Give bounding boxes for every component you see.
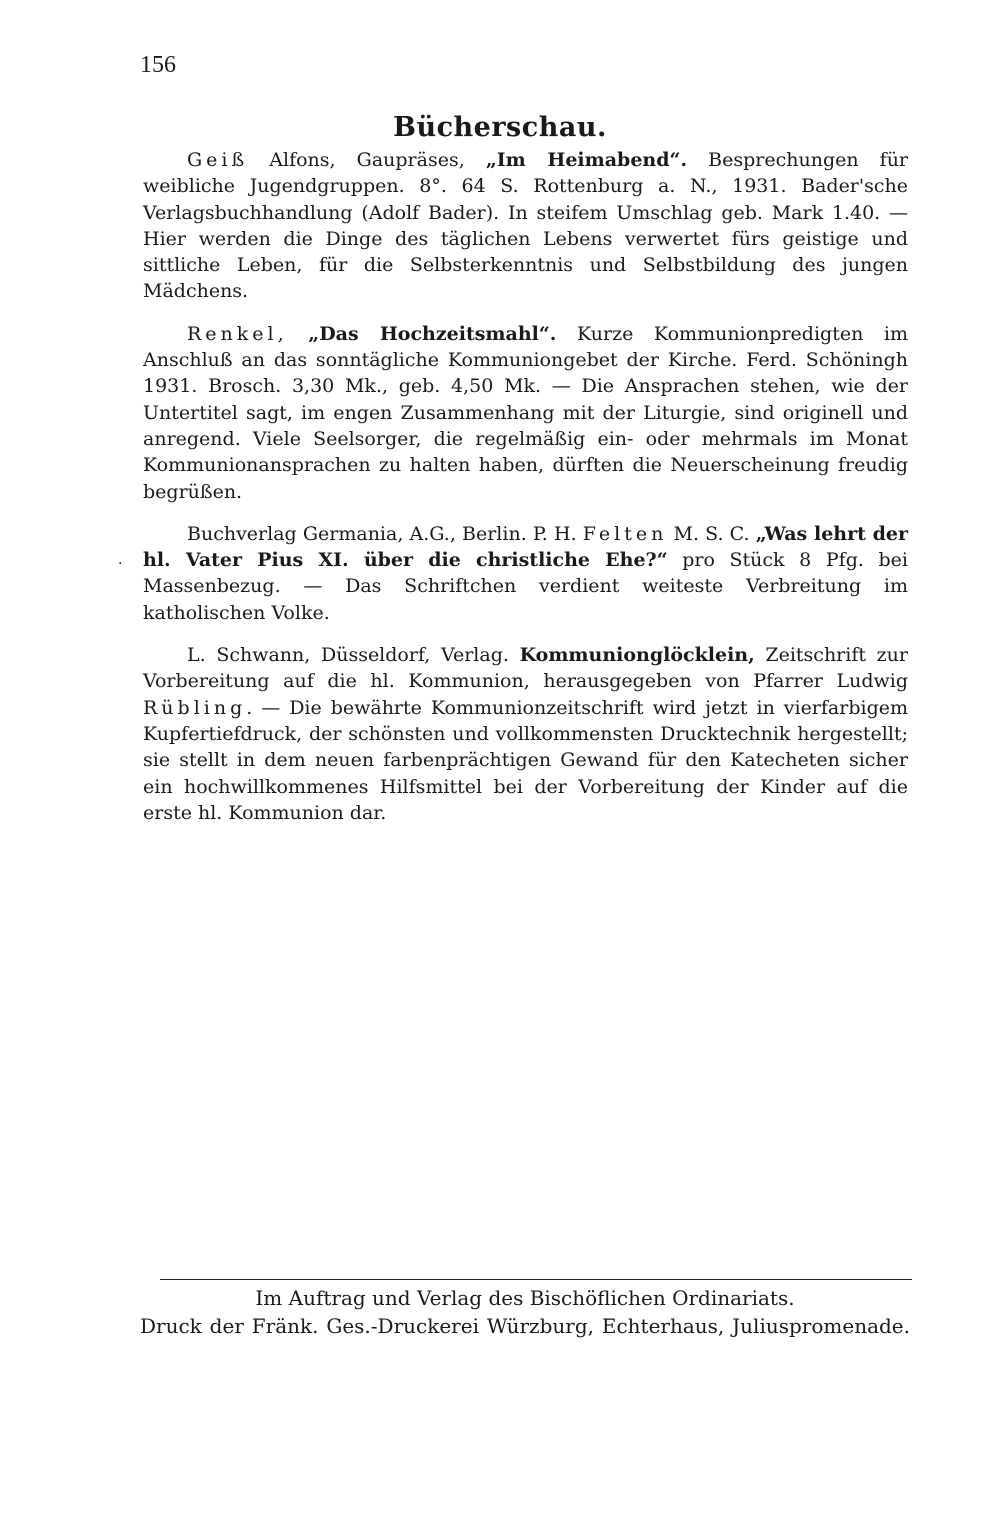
review-entry-renkel bbox=[143, 321, 908, 505]
entry-publisher: L. Schwann, Düsseldorf, Verlag. bbox=[187, 644, 520, 667]
entry-title: Kommunionglöcklein, bbox=[519, 644, 755, 667]
entry-author: Felten bbox=[582, 522, 668, 545]
page-title: Bücherschau. bbox=[393, 112, 607, 143]
entry-title: „Was lehrt der hl. Vater Pius XI. über die christliche Ehe?“ bbox=[143, 522, 908, 572]
entry-body: Besprechungen für weibliche Jugendgruppen. 8°. 64 S. Rottenburg a. N., 1931. Bader'sche Verlagsbuchhandlung (Adolf Bader). In steifem Umschlag geb. Mark 1.40. — Hier werden die Dinge des täglichen Lebens verwertet fürs geistige und sittliche Leben, für die Selbsterkenntnis und Selbstbildung des jungen Mädchens. bbox=[143, 149, 909, 303]
footer-printer-line: Druck der Fränk. Ges.-Druckerei Würzburg, Echterhaus, Juliuspromenade. bbox=[140, 1314, 910, 1338]
entry-body: pro Stück 8 Pfg. bei Massenbezug. — Das Schriftchen verdient weiteste Verbreitung im katholischen Volke. bbox=[143, 549, 908, 624]
page-number: 156 bbox=[140, 52, 176, 78]
footer-publisher-line: Im Auftrag und Verlag des Bischöflichen Ordinariats. bbox=[255, 1286, 795, 1310]
entry-author-details bbox=[288, 323, 309, 345]
review-entry-kommunionglocklein bbox=[143, 642, 908, 826]
entry-author: Geiß bbox=[187, 149, 249, 171]
entry-title: „Das Hochzeitsmahl“. bbox=[308, 322, 557, 345]
entry-author-details: Alfons, Gaupräses, bbox=[248, 149, 486, 171]
footer-divider bbox=[160, 1279, 912, 1280]
entry-author: Rübling bbox=[143, 696, 247, 719]
entry-author: Renkel, bbox=[187, 322, 288, 345]
entry-author-details: M. S. C. bbox=[667, 522, 756, 545]
review-entry-felten bbox=[143, 521, 908, 626]
margin-dot-mark: · bbox=[118, 556, 123, 572]
review-list bbox=[143, 147, 908, 842]
entry-title: „Im Heimabend“. bbox=[485, 149, 688, 171]
entry-body: Zeitschrift zur Vorbereitung auf die hl. Kommunion, herausgegeben von Pfarrer Ludwig bbox=[143, 644, 908, 693]
review-entry-geiss bbox=[143, 147, 908, 305]
entry-body-continued: . — Die bewährte Kommunionzeitschrift wird jetzt in vierfarbigem Kupfertiefdruck, der schönsten und vollkommensten Drucktechnik hergestellt; sie stellt in dem neuen farbenprächtigen Gewand für den Katecheten sicher ein hochwillkommenes Hilfsmittel bei der Vorbereitung der Kinder auf die erste hl. Kommunion dar. bbox=[143, 696, 908, 824]
entry-publisher: Buchverlag Germania, A.G., Berlin. P. H. bbox=[187, 522, 583, 545]
entry-body: Kurze Kommunionpredigten im Anschluß an das sonntägliche Kommuniongebet der Kirche. Ferd. Schöningh 1931. Brosch. 3,30 Mk., geb. 4,50 Mk. — Die Ansprachen stehen, wie der Untertitel sagt, im engen Zusammenhang mit der Liturgie, sind originell und anregend. Viele Seelsorger, die regelmäßig ein- oder mehrmals im Monat Kommunionansprachen zu halten haben, dürften die Neuerscheinung freudig begrüßen. bbox=[143, 322, 908, 503]
